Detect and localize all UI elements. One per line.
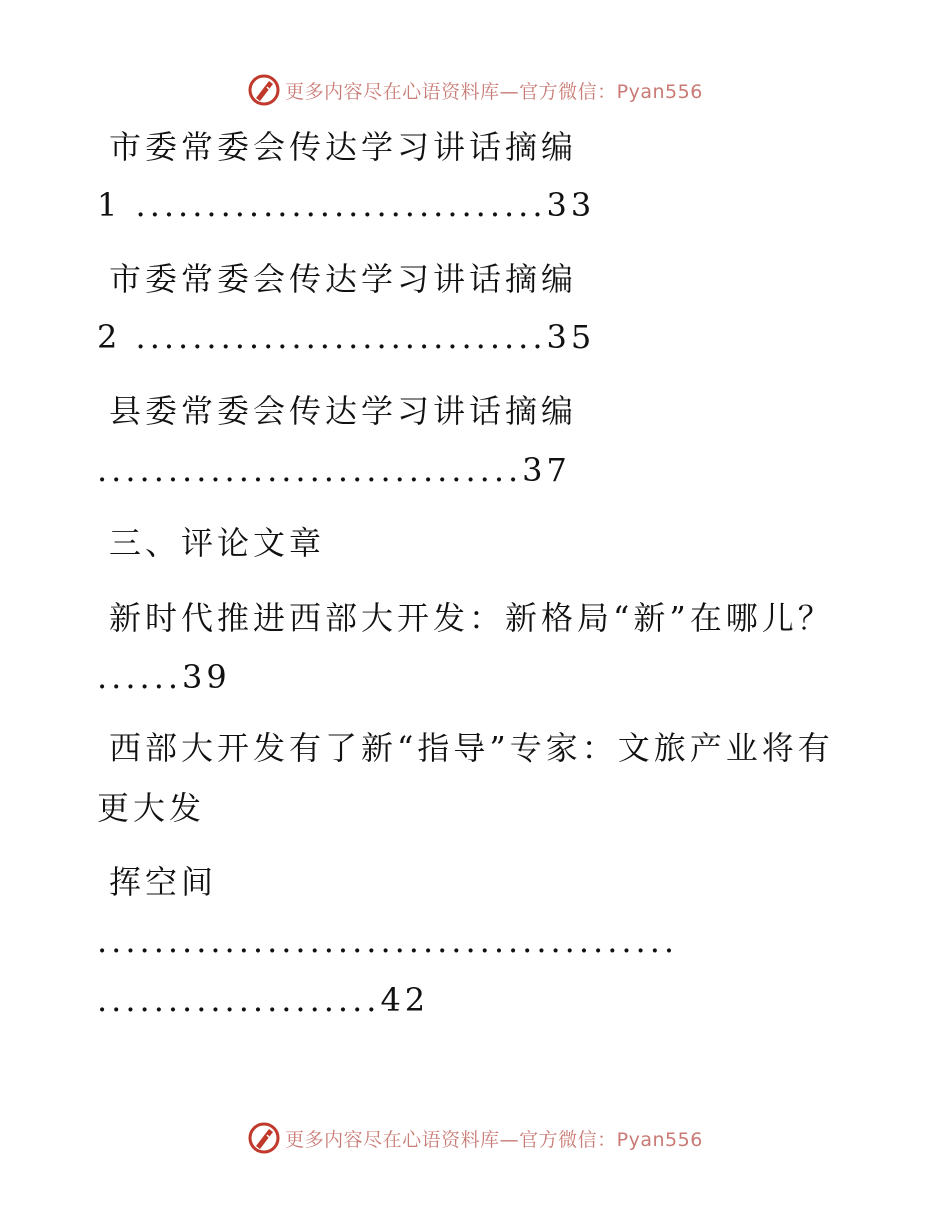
toc-entry-leader: ..............................37 — [97, 451, 571, 489]
footer-watermark — [0, 1118, 950, 1158]
toc-entry-title: 市委常委会传达学习讲话摘编 — [109, 128, 578, 166]
section-heading: 三、评论文章 — [109, 524, 326, 562]
pen-logo-icon — [247, 73, 281, 107]
toc-entry-title: 县委常委会传达学习讲话摘编 — [109, 392, 578, 430]
toc-entry-leader: 2 .............................35 — [97, 318, 596, 356]
toc-entry-leader: ....................42 — [97, 981, 430, 1019]
toc-entry-title: 新时代推进西部大开发：新格局“新”在哪儿？ — [109, 599, 834, 637]
pen-logo-icon — [247, 1121, 281, 1155]
toc-entry-leader: ......39 — [97, 658, 231, 696]
header-watermark — [0, 70, 950, 110]
toc-entry-title: 西部大开发有了新“指导”专家：文旅产业将有 — [109, 729, 834, 767]
toc-entry-leader: 1 .............................33 — [97, 186, 596, 224]
toc-entry-title: 市委常委会传达学习讲话摘编 — [109, 260, 578, 298]
toc-entry-title-cont: 更大发 — [97, 789, 206, 827]
watermark-text: 更多内容尽在心语资料库—官方微信：Pyan556 — [285, 80, 703, 103]
toc-entry-leader: ......................................... — [97, 922, 679, 960]
toc-entry-title-cont: 挥空间 — [109, 863, 218, 901]
watermark-text: 更多内容尽在心语资料库—官方微信：Pyan556 — [285, 1128, 703, 1151]
